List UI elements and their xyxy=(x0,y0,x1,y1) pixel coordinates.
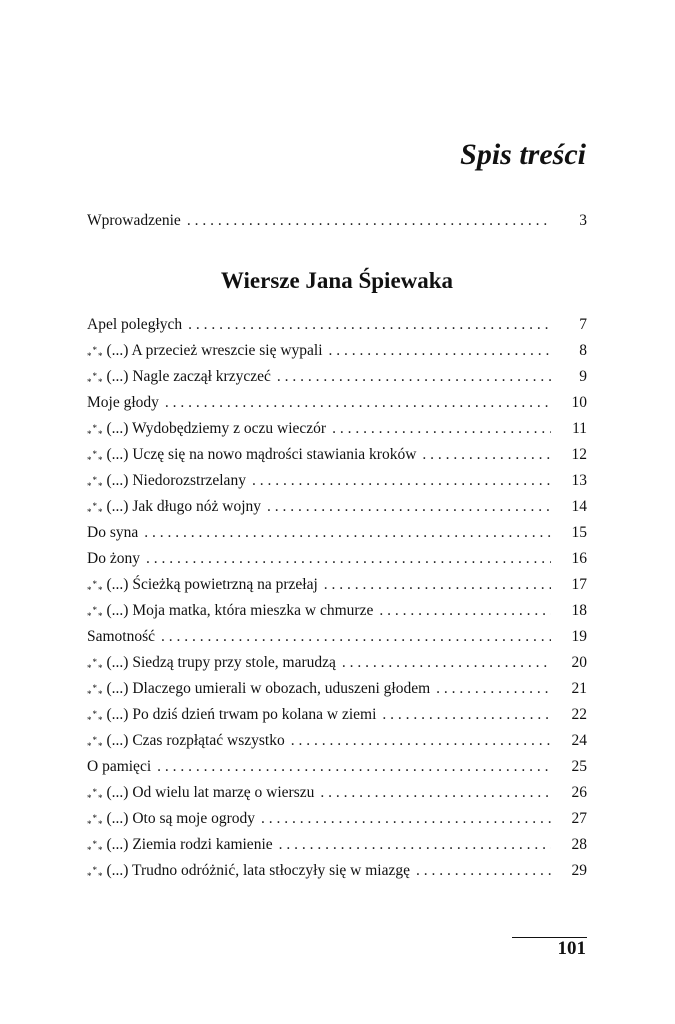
dot-leader xyxy=(252,469,551,493)
toc-entry xyxy=(87,651,587,675)
toc-entry-page: 21 xyxy=(571,680,587,697)
dot-leader xyxy=(332,417,551,441)
asterism-icon: *** xyxy=(87,683,104,699)
dot-leader xyxy=(416,859,551,883)
toc-entry-page: 18 xyxy=(571,602,587,619)
toc-entry-page: 9 xyxy=(579,368,587,385)
toc-entry xyxy=(87,391,587,415)
toc-entry-label: (...) Uczę się na nowo mądrości stawiania kroków xyxy=(106,446,417,463)
toc-entry-label: (...) Dlaczego umierali w obozach, uduszeni głodem xyxy=(106,680,431,697)
dot-leader xyxy=(436,677,551,701)
asterism-icon: *** xyxy=(87,735,104,751)
toc-entry xyxy=(87,521,587,545)
toc-entry-label: (...) Moja matka, która mieszka w chmurze xyxy=(106,602,374,619)
dot-leader xyxy=(320,781,551,805)
dot-leader xyxy=(187,209,551,233)
toc-entry-label: (...) Oto są moje ogrody xyxy=(106,810,256,827)
toc-entry-label: (...) Trudno odróżnić, lata stłoczyły się w miazgę xyxy=(106,862,410,879)
toc-entry xyxy=(87,313,587,337)
toc-entry xyxy=(87,833,587,857)
toc-entry xyxy=(87,443,587,467)
toc-entry xyxy=(87,599,587,623)
toc-entry xyxy=(87,339,587,363)
toc-entry xyxy=(87,547,587,571)
asterism-icon: *** xyxy=(87,709,104,725)
toc-entry-label: Moje głody xyxy=(87,394,159,411)
toc-entry-label: Do syna xyxy=(87,524,139,541)
toc-entry-page: 27 xyxy=(571,810,587,827)
dot-leader xyxy=(329,339,551,363)
dot-leader xyxy=(146,547,551,571)
toc-entry xyxy=(87,859,587,883)
dot-leader xyxy=(161,625,551,649)
toc-entry-page: 20 xyxy=(571,654,587,671)
asterism-icon: *** xyxy=(87,787,104,803)
asterism-icon: *** xyxy=(87,839,104,855)
toc-entry-page: 25 xyxy=(571,758,587,775)
toc-entry-label: Wprowadzenie xyxy=(87,212,181,229)
dot-leader xyxy=(144,521,551,545)
toc-entry xyxy=(87,755,587,779)
toc-entry xyxy=(87,677,587,701)
dot-leader xyxy=(267,495,551,519)
toc-entry-page: 11 xyxy=(572,420,587,437)
toc-entry-page: 22 xyxy=(571,706,587,723)
toc-entry-page: 24 xyxy=(571,732,587,749)
toc-entry-page: 13 xyxy=(571,472,587,489)
toc-entry-label: (...) Niedorozstrzelany xyxy=(106,472,246,489)
toc-entry xyxy=(87,469,587,493)
toc-entry-page: 19 xyxy=(571,628,587,645)
toc-entry xyxy=(87,495,587,519)
dot-leader xyxy=(382,703,551,727)
asterism-icon: *** xyxy=(87,345,104,361)
toc-entry-label: (...) A przecież wreszcie się wypali xyxy=(106,342,323,359)
dot-leader xyxy=(291,729,551,753)
dot-leader xyxy=(277,365,551,389)
toc-entry-page: 26 xyxy=(571,784,587,801)
dot-leader xyxy=(422,443,551,467)
dot-leader xyxy=(188,313,551,337)
toc-entry xyxy=(87,573,587,597)
toc-entry-page: 15 xyxy=(571,524,587,541)
toc-entry-label: (...) Ziemia rodzi kamienie xyxy=(106,836,273,853)
dot-leader xyxy=(342,651,551,675)
toc-entry-label: (...) Siedzą trupy przy stole, marudzą xyxy=(106,654,336,671)
toc-entry-label: Do żony xyxy=(87,550,140,567)
toc-entry-label: (...) Jak długo nóż wojny xyxy=(106,498,262,515)
toc-entry xyxy=(87,729,587,753)
asterism-icon: *** xyxy=(87,449,104,465)
dot-leader xyxy=(157,755,551,779)
asterism-icon: *** xyxy=(87,371,104,387)
asterism-icon: *** xyxy=(87,475,104,491)
toc-entry-label: O pamięci xyxy=(87,758,152,775)
toc-entry-page: 7 xyxy=(579,316,587,333)
dot-leader xyxy=(165,391,551,415)
dot-leader xyxy=(379,599,551,623)
toc-entry-page: 28 xyxy=(571,836,587,853)
page-title: Spis treści xyxy=(460,138,586,171)
toc-entry-page: 10 xyxy=(571,394,587,411)
toc-entry-label: (...) Nagle zaczął krzyczeć xyxy=(106,368,271,385)
toc-entry-page: 8 xyxy=(579,342,587,359)
asterism-icon: *** xyxy=(87,579,104,595)
asterism-icon: *** xyxy=(87,423,104,439)
toc-entry-page: 14 xyxy=(571,498,587,515)
page-number: 101 xyxy=(557,938,586,959)
toc-entry xyxy=(87,807,587,831)
toc-entry xyxy=(87,365,587,389)
toc-entry-page: 16 xyxy=(571,550,587,567)
toc-entry xyxy=(87,625,587,649)
toc-entry-page: 12 xyxy=(571,446,587,463)
dot-leader xyxy=(279,833,551,857)
toc-entry-intro xyxy=(87,209,587,233)
toc-entry-page: 17 xyxy=(571,576,587,593)
toc-entry-page: 3 xyxy=(579,212,587,229)
asterism-icon: *** xyxy=(87,813,104,829)
toc-entry-label: (...) Od wielu lat marzę o wierszu xyxy=(106,784,315,801)
toc-entry-label: (...) Ścieżką powietrzną na przełaj xyxy=(106,576,318,593)
toc-entry xyxy=(87,703,587,727)
toc-entry-label: Apel poległych xyxy=(87,316,183,333)
asterism-icon: *** xyxy=(87,657,104,673)
section-title: Wiersze Jana Śpiewaka xyxy=(220,268,454,293)
toc-entry xyxy=(87,417,587,441)
dot-leader xyxy=(261,807,551,831)
dot-leader xyxy=(324,573,551,597)
toc-entry-label: (...) Wydobędziemy z oczu wieczór xyxy=(106,420,327,437)
toc-entry-label: (...) Po dziś dzień trwam po kolana w ziemi xyxy=(106,706,377,723)
toc-entry-label: (...) Czas rozpłątać wszystko xyxy=(106,732,285,749)
asterism-icon: *** xyxy=(87,605,104,621)
toc-entry-label: Samotność xyxy=(87,628,156,645)
toc-entry xyxy=(87,781,587,805)
asterism-icon: *** xyxy=(87,865,104,881)
toc-entry-page: 29 xyxy=(571,862,587,879)
asterism-icon: *** xyxy=(87,501,104,517)
